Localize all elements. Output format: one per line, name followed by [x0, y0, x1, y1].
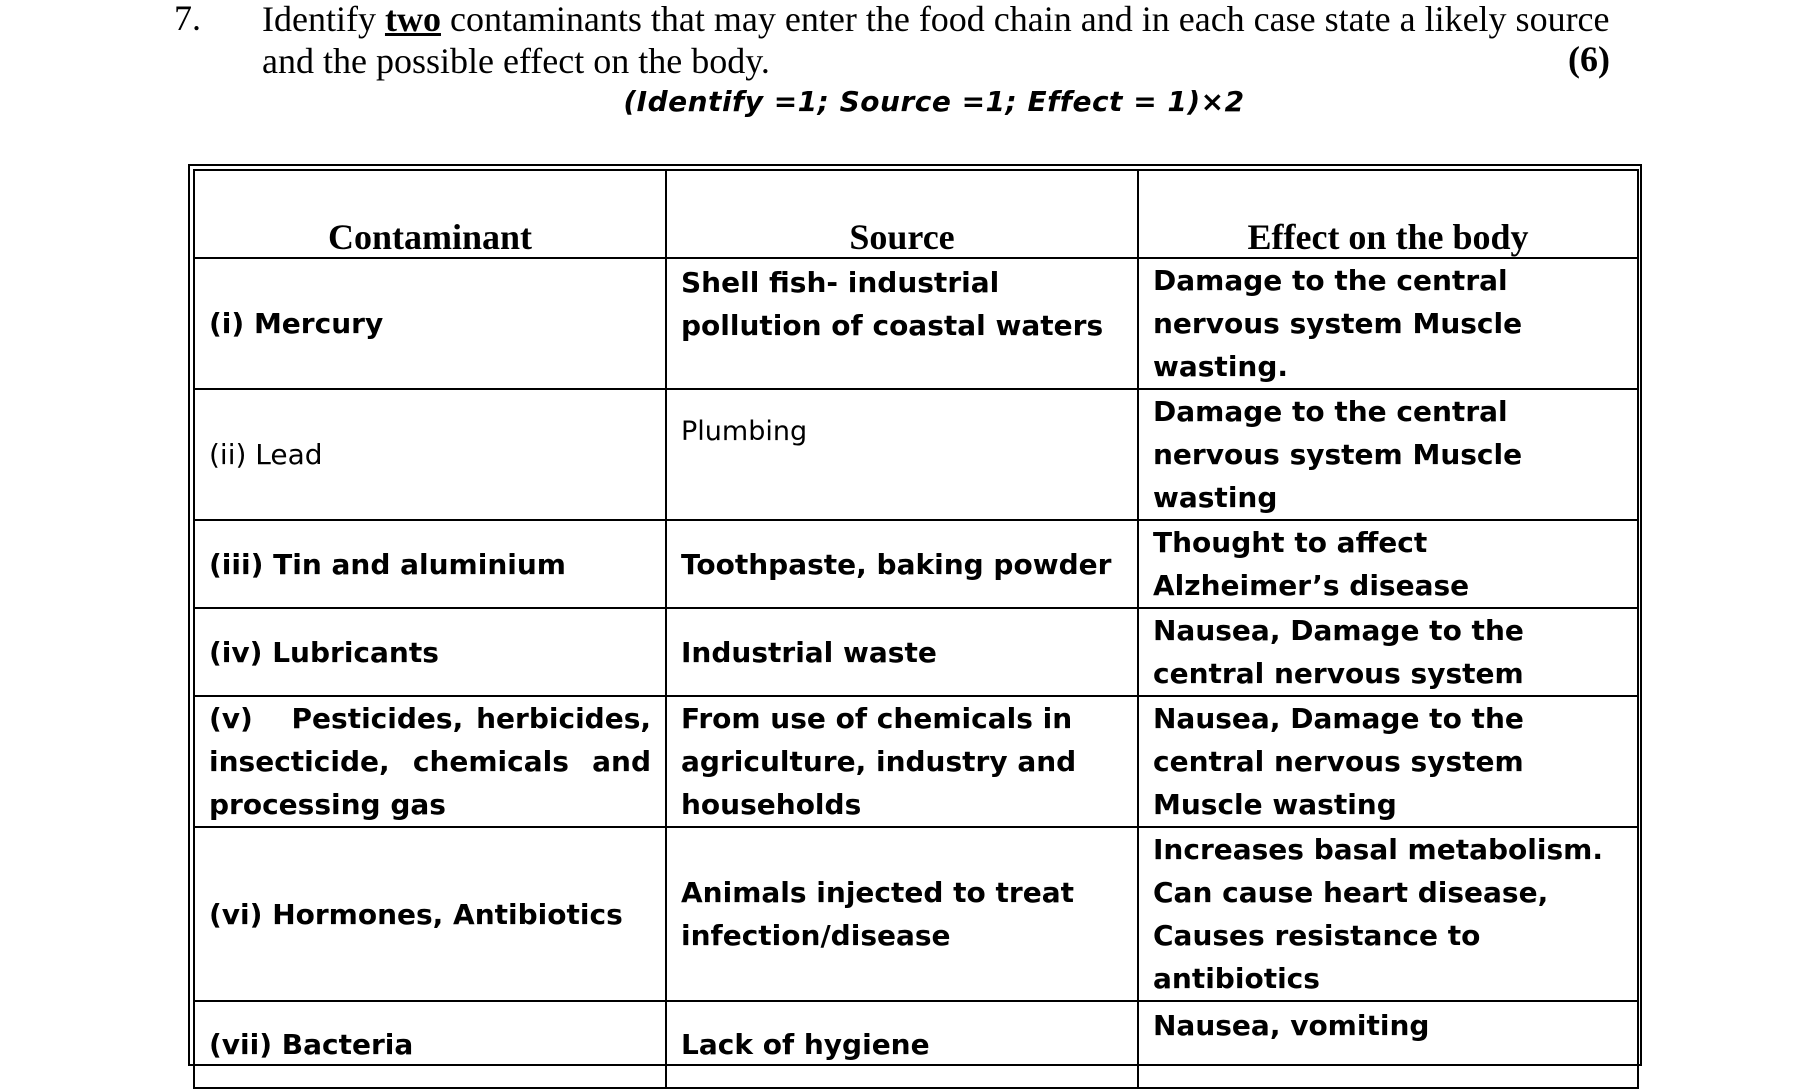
effect-cell: Damage to the central nervous system Muscle wasting — [1138, 389, 1638, 520]
source-cell: Lack of hygiene — [666, 1001, 1138, 1088]
source-cell: Plumbing — [666, 389, 1138, 520]
contaminant-cell: (vii) Bacteria — [194, 1001, 666, 1088]
effect-cell: Nausea, Damage to the central nervous system — [1138, 608, 1638, 696]
table-row — [194, 608, 1638, 696]
source-cell: Industrial waste — [666, 608, 1138, 696]
effect-cell: Nausea, vomiting — [1138, 1001, 1638, 1088]
source-cell: Shell fish- industrial pollution of coastal waters — [666, 258, 1138, 389]
table-row — [194, 696, 1638, 827]
header-effect: Effect on the body — [1138, 170, 1638, 258]
question-text — [262, 0, 1622, 82]
table-row — [194, 827, 1638, 1001]
contaminant-cell: (iii) Tin and aluminium — [194, 520, 666, 608]
contaminant-cell: (i) Mercury — [194, 258, 666, 389]
source-cell: From use of chemicals in agriculture, industry and households — [666, 696, 1138, 827]
header-source: Source — [666, 170, 1138, 258]
source-cell: Toothpaste, baking powder — [666, 520, 1138, 608]
effect-cell: Nausea, Damage to the central nervous system Muscle wasting — [1138, 696, 1638, 827]
question-number: 7. — [174, 0, 201, 38]
effect-cell: Thought to affect Alzheimer’s disease — [1138, 520, 1638, 608]
header-contaminant: Contaminant — [194, 170, 666, 258]
effect-cell: Damage to the central nervous system Muscle wasting. — [1138, 258, 1638, 389]
contaminant-cell: (iv) Lubricants — [194, 608, 666, 696]
table-row — [194, 258, 1638, 389]
table-row — [194, 389, 1638, 520]
contaminant-cell: (ii) Lead — [194, 389, 666, 520]
source-cell: Animals injected to treat infection/disease — [666, 827, 1138, 1001]
question-marks: (6) — [1568, 39, 1610, 79]
question-emphasis: two — [384, 0, 441, 39]
answer-table-frame — [188, 164, 1642, 1066]
contaminant-cell: (vi) Hormones, Antibiotics — [194, 827, 666, 1001]
question-text-before: Identify — [262, 0, 385, 39]
answer-table — [193, 169, 1639, 1089]
effect-cell: Increases basal metabolism. Can cause heart disease, Causes resistance to antibiotics — [1138, 827, 1638, 1001]
marking-scheme: (Identify =1; Source =1; Effect = 1)×2 — [623, 85, 1245, 118]
contaminant-cell: (v) Pesticides, herbicides, insecticide, chemicals and processing gas — [194, 696, 666, 827]
table-row — [194, 1001, 1638, 1088]
table-row — [194, 520, 1638, 608]
question-text-after: contaminants that may enter the food chain and in each case state a likely source and the possible effect on the body. — [262, 0, 1610, 81]
table-header-row — [194, 170, 1638, 258]
